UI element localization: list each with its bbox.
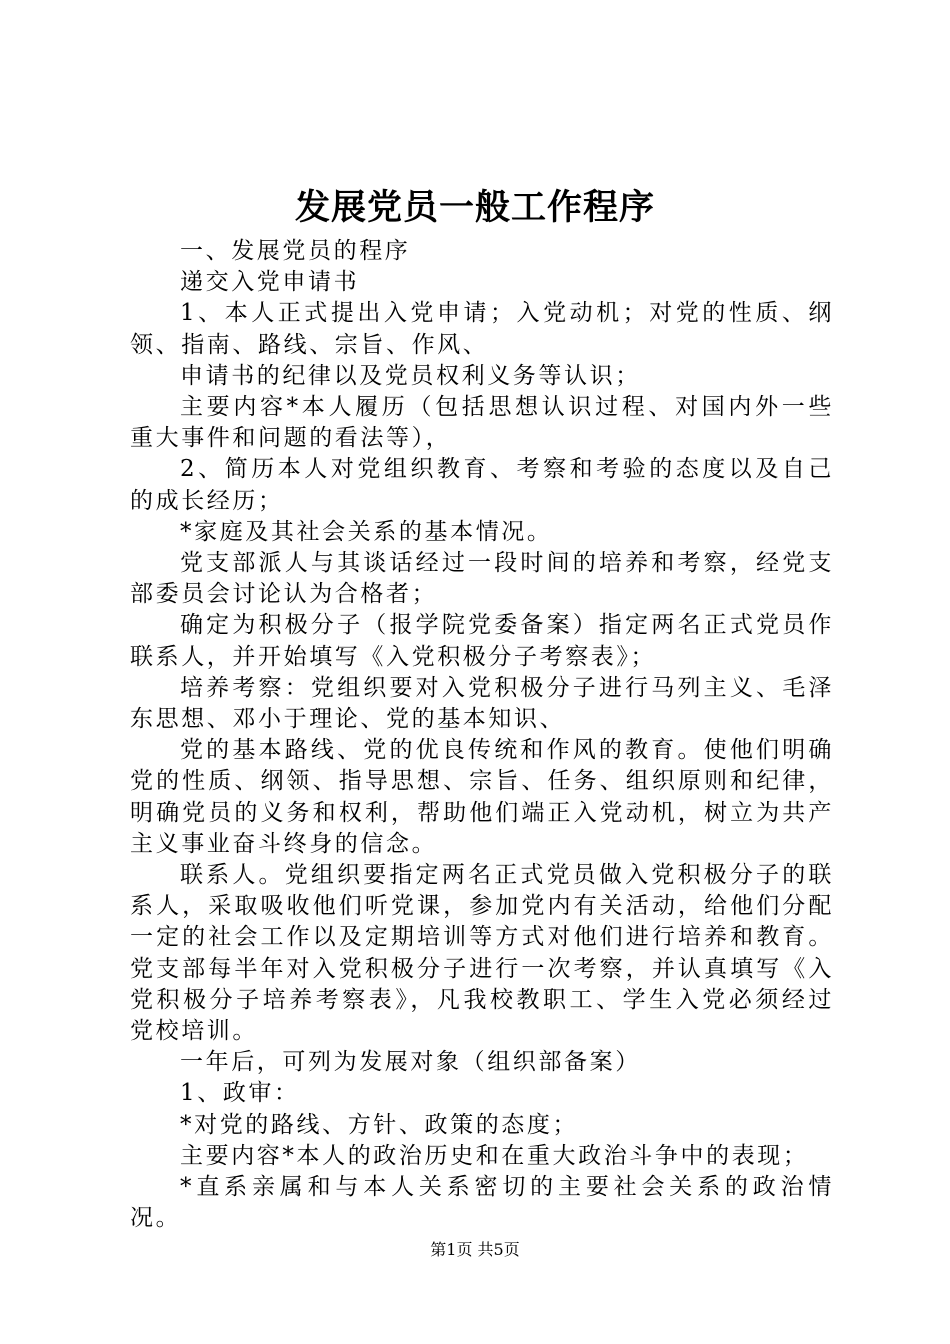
paragraph: 主要内容*本人的政治历史和在重大政治斗争中的表现； — [180, 1142, 809, 1169]
paragraph: 2、简历本人对党组织教育、考察和考验的态度以及自己的成长经历； — [130, 456, 834, 514]
paragraph: 联系人。党组织要指定两名正式党员做入党积极分子的联系人，采取吸收他们听党课，参加党内有关活动，给他们分配一定的社会工作以及定期培训等方式对他们进行培养和教育。党支部每半年对入党积极分子进行一次考察，并认真填写《入党积极分子培养考察表》，凡我校教职工、学生入党必须经过党校培训。 — [130, 862, 834, 1045]
paragraph: 党支部派人与其谈话经过一段时间的培养和考察，经党支部委员会讨论认为合格者； — [130, 550, 834, 608]
paragraph: 一、发展党员的程序 — [180, 238, 411, 264]
paragraph: 1、政审： — [180, 1080, 300, 1107]
paragraph: 一年后，可列为发展对象（组织部备案） — [180, 1049, 641, 1076]
document-body — [130, 236, 834, 1235]
page-footer: 第1页 共5页 — [430, 1240, 520, 1259]
paragraph: 递交入党申请书 — [180, 269, 360, 296]
paragraph: 培养考察：党组织要对入党积极分子进行马列主义、毛泽东思想、邓小于理论、党的基本知识、 — [130, 674, 834, 733]
paragraph: 确定为积极分子（报学院党委备案）指定两名正式党员作联系人，并开始填写《入党积极分子考察表》； — [130, 612, 834, 670]
paragraph: 申请书的纪律以及党员权利义务等认识； — [180, 362, 641, 389]
paragraph: *对党的路线、方针、政策的态度； — [180, 1111, 579, 1138]
document-title: 发展党员一般工作程序 — [294, 187, 655, 228]
paragraph: *家庭及其社会关系的基本情况。 — [180, 518, 553, 545]
paragraph: 主要内容*本人履历（包括思想认识过程、对国内外一些重大事件和问题的看法等）， — [130, 394, 834, 452]
paragraph: *直系亲属和与本人关系密切的主要社会关系的政治情况。 — [130, 1174, 834, 1232]
paragraph: 1、本人正式提出入党申请；入党动机；对党的性质、纲领、指南、路线、宗旨、作风、 — [130, 300, 834, 358]
paragraph: 党的基本路线、党的优良传统和作风的教育。使他们明确党的性质、纲领、指导思想、宗旨、任务、组织原则和纪律，明确党员的义务和权利，帮助他们端正入党动机，树立为共产主义事业奋斗终身的信念。 — [130, 737, 834, 857]
